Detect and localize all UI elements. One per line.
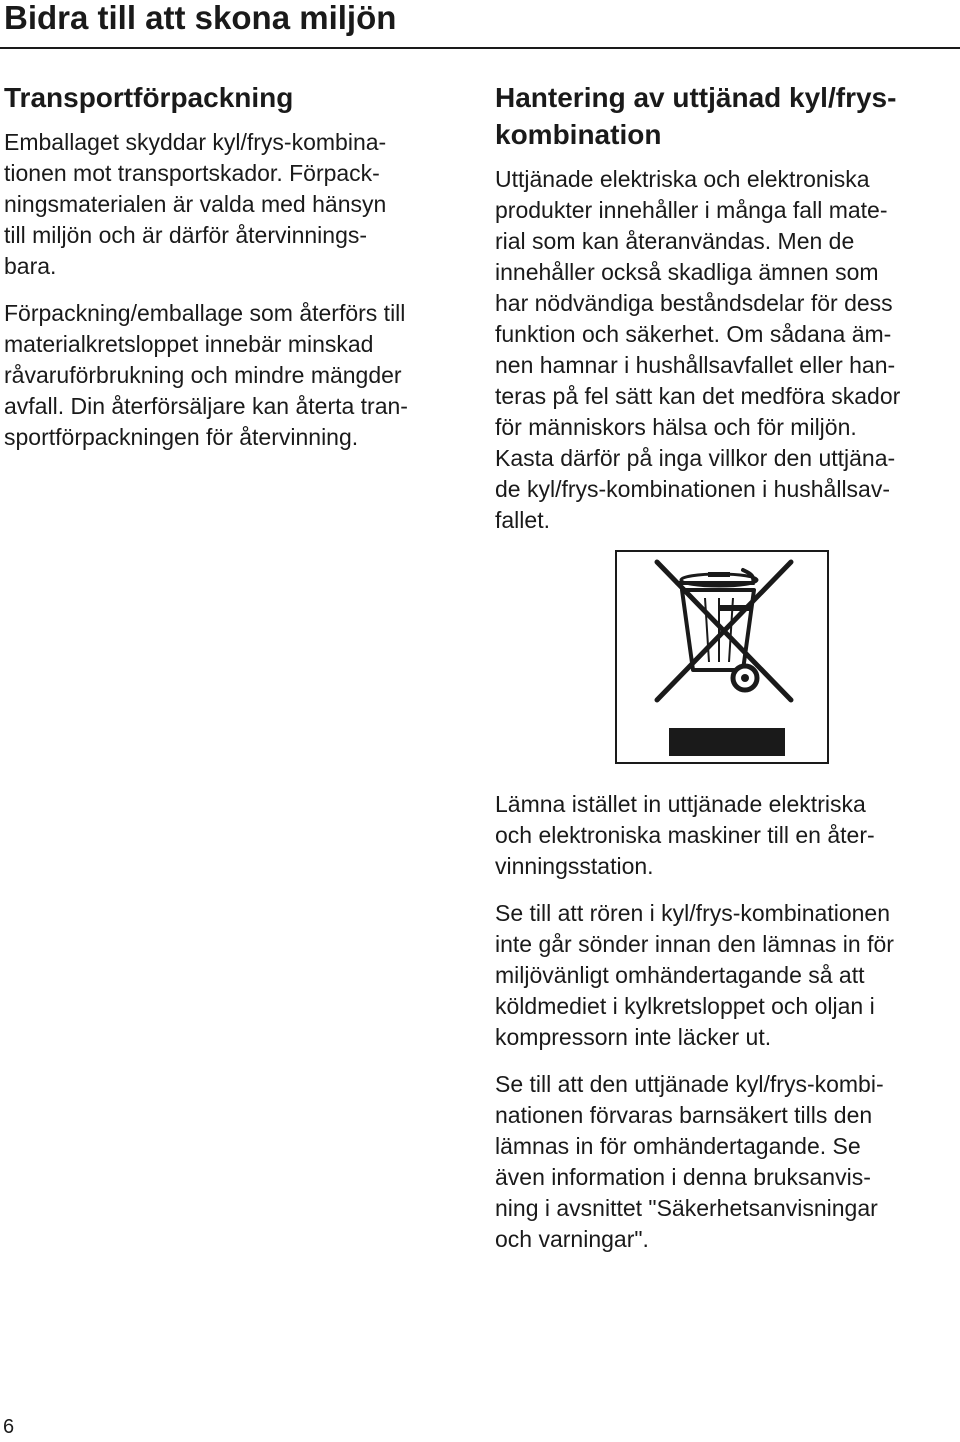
paragraph-pipes-refrigerant: Se till att rören i kyl/frys-kombinationen inte går sönder innan den lämnas in för miljövänligt omhändertagande så att köldmediet i kylkretsloppet och oljan i kompressorn inte läcker ut. (495, 900, 894, 1050)
left-column (4, 79, 466, 453)
paragraph-recycling-station: Lämna istället in uttjänade elektriska och elektroniska maskiner till en åter- vinningsstation. (495, 791, 875, 879)
section-heading-disposal: Hantering av uttjänad kyl/frys- kombination (495, 82, 897, 150)
page-number: 6 (3, 1416, 15, 1438)
paragraph-disposal-warning: Uttjänade elektriska och elektroniska produkter innehåller i många fall mate- rial som kan återanvändas. Men de innehåller också skadliga ämnen som har nödvändiga beståndsdelar för dess funktion och säkerhet. Om sådana äm- nen hamnar i hushållsavfallet eller han- teras på fel sätt kan det medföra skador för människors hälsa och för miljön. Kasta därför på inga villkor den uttjäna- de kyl/frys-kombinationen i hushållsav- fallet. (495, 166, 901, 533)
page-title: Bidra till att skona miljön (4, 0, 397, 36)
paragraph-packaging-recycling: Förpackning/emballage som återförs till materialkretsloppet innebär minskad råvaruförbrukning och mindre mängder avfall. Din återförsäljare kan återta tran- sportförpackningen för återvinning. (4, 300, 408, 450)
crossed-out-wheelie-bin-icon (615, 550, 829, 764)
section-heading-transport-packaging: Transportförpackning (4, 82, 294, 113)
paragraph-packaging-protection: Emballaget skyddar kyl/frys-kombina- tionen mot transportskador. Förpack- ningsmaterialen är valda med hänsyn till miljön och är därför återvinnings- bara. (4, 129, 387, 279)
title-divider (0, 47, 960, 49)
right-column (495, 79, 957, 536)
paragraph-child-safety: Se till att den uttjänade kyl/frys-kombi- nationen förvaras barnsäkert tills den lämnas in för omhändertagande. Se även information i denna bruksanvis- ning i avsnittet "Säkerhetsanvisningar och varningar". (495, 1071, 884, 1252)
right-column-lower (495, 789, 957, 1255)
